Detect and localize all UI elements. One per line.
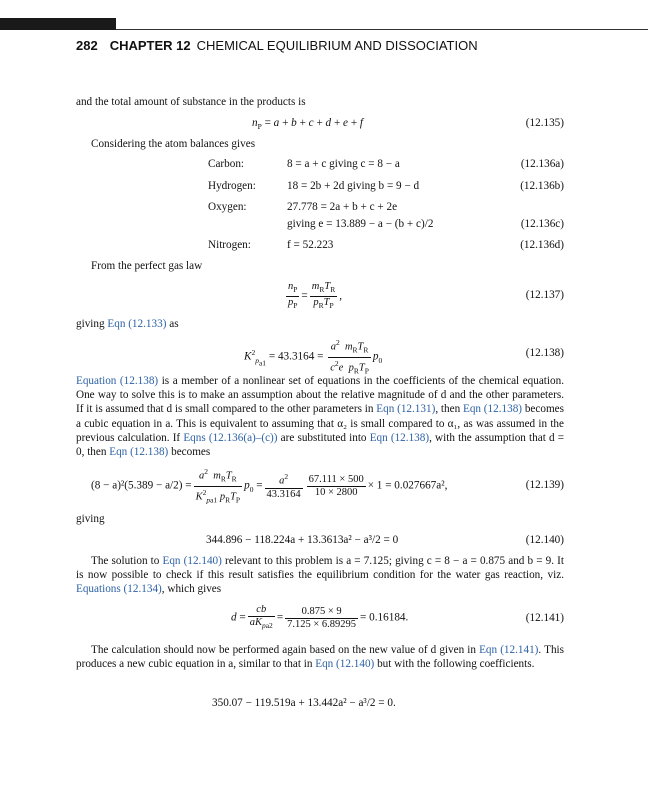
equation-number: (12.138)	[525, 347, 564, 359]
paragraph-2: The solution to Eqn (12.140) relevant to this problem is a = 7.125; giving c = 8 − a = 0.875 and b = 9. It is now possible to check if this result satisfies the equilibrium condition for the water gas reaction, viz. Equations (12.134), which gives	[76, 555, 564, 596]
giving-text: giving	[76, 513, 105, 525]
balance-label-carbon: Carbon:	[208, 158, 245, 170]
eqn-link[interactable]: Eqn (12.131)	[376, 403, 436, 416]
equation-number: (12.139)	[525, 479, 564, 491]
equation-number: (12.137)	[525, 289, 564, 301]
eqn-link[interactable]: Eqns (12.136(a)–(c))	[183, 431, 278, 444]
page-number: 282	[76, 38, 98, 53]
giving-eqn-text: giving Eqn (12.133) as	[76, 318, 179, 330]
balance-label-hydrogen: Hydrogen:	[208, 180, 256, 192]
header-rule	[116, 29, 648, 30]
equation-12-135: $n_P = a + b + c + d + e + f$	[252, 117, 364, 132]
eqn-link[interactable]: Eqn (12.133)	[107, 318, 167, 330]
equation-number: (12.136a)	[520, 158, 564, 170]
intro-text: and the total amount of substance in the products is	[76, 96, 306, 108]
equation-number: (12.140)	[525, 534, 564, 546]
eqn-link[interactable]: Equation (12.138)	[76, 375, 159, 387]
equation-number: (12.136c)	[520, 218, 564, 230]
eqn-link[interactable]: Eqn (12.140)	[315, 658, 375, 671]
final-equation: 350.07 − 119.519a + 13.442a² − a³/2 = 0.	[212, 697, 396, 709]
equation-number: (12.141)	[525, 612, 564, 624]
balance-label-nitrogen: Nitrogen:	[208, 239, 251, 251]
equation-12-139: (8 − a)²(5.389 − a/2) = $\frac{a^2 m_RT_R}{K^2_{pa1} p_RT_P}$ $p_0$ = $\frac{a^2}{43.3164}$ $\frac{67.111 \times 500}{10 \times 2800}$ × 1 = 0.027667a²,	[91, 467, 448, 505]
equation-number: (12.135)	[525, 117, 564, 129]
equation-12-140: 344.896 − 118.224a + 13.3613a² − a³/2 = 0	[206, 534, 399, 546]
balance-expr-oxygen: 27.778 = 2a + b + c + 2e	[287, 201, 398, 213]
atom-balance-text: Considering the atom balances gives	[91, 138, 256, 150]
chapter-label: CHAPTER 12	[109, 38, 191, 53]
paragraph-3: The calculation should now be performed again based on the new value of d given in Eqn (12.141). This produces a new cubic equation in a, similar to that in Eqn (12.140) but with the following coefficients.	[76, 644, 564, 671]
eqn-link[interactable]: Eqn (12.141)	[479, 644, 539, 656]
equation-number: (12.136d)	[520, 239, 564, 251]
eqn-link[interactable]: Eqn (12.138)	[109, 446, 169, 459]
equation-12-137: $\frac{n_P}{p_P}$ = $\frac{m_RT_R}{p_RT_P}$ ,	[288, 281, 342, 311]
balance-expr-carbon: 8 = a + c giving c = 8 − a	[287, 158, 400, 170]
eqn-link[interactable]: Eqn (12.138)	[462, 403, 523, 416]
perfect-gas-text: From the perfect gas law	[91, 260, 203, 272]
eqn-link[interactable]: Equations (12.134)	[76, 583, 162, 596]
equation-12-138: $K^2_{p_{a1}} = 43.3164$ = $\frac{a^2 m_RT_R}{c^2e p_RT_P}$ $p_0$	[244, 338, 383, 376]
running-header	[76, 38, 478, 53]
header-bar	[0, 18, 116, 30]
balance-expr-nitrogen: f = 52.223	[287, 239, 334, 251]
balance-label-oxygen: Oxygen:	[208, 201, 247, 213]
balance-expr-hydrogen: 18 = 2b + 2d giving b = 9 − d	[287, 180, 420, 192]
equation-number: (12.136b)	[520, 180, 564, 192]
equation-12-141: d = $\frac{cb}{aK_{pa2}}$ = $\frac{0.875 \times 9}{7.125 \times 6.89295}$ = 0.16184.	[231, 604, 409, 631]
eqn-link[interactable]: Eqn (12.140)	[162, 555, 222, 567]
chapter-title: CHEMICAL EQUILIBRIUM AND DISSOCIATION	[196, 38, 478, 53]
paragraph-1: Equation (12.138) is a member of a nonlinear set of equations in the coefficients of the chemical equation. One way to solve this is to make an assumption about the relative magnitude of d and the other parameters. If it is assumed that d is small compared to the other parameters in Eqn (12.131), then Eqn (12.138) becomes a cubic equation in a. This is equivalent to assuming that α₂ is small compared to α₁, as was assumed in the previous calculation. If Eqns (12.136(a)–(c)) are substituted into Eqn (12.138), with the assumption that d = 0, then Eqn (12.138) becomes	[76, 375, 565, 459]
balance-expr-oxygen-giving: giving e = 13.889 − a − (b + c)/2	[287, 218, 434, 230]
eqn-link[interactable]: Eqn (12.138)	[369, 431, 430, 444]
